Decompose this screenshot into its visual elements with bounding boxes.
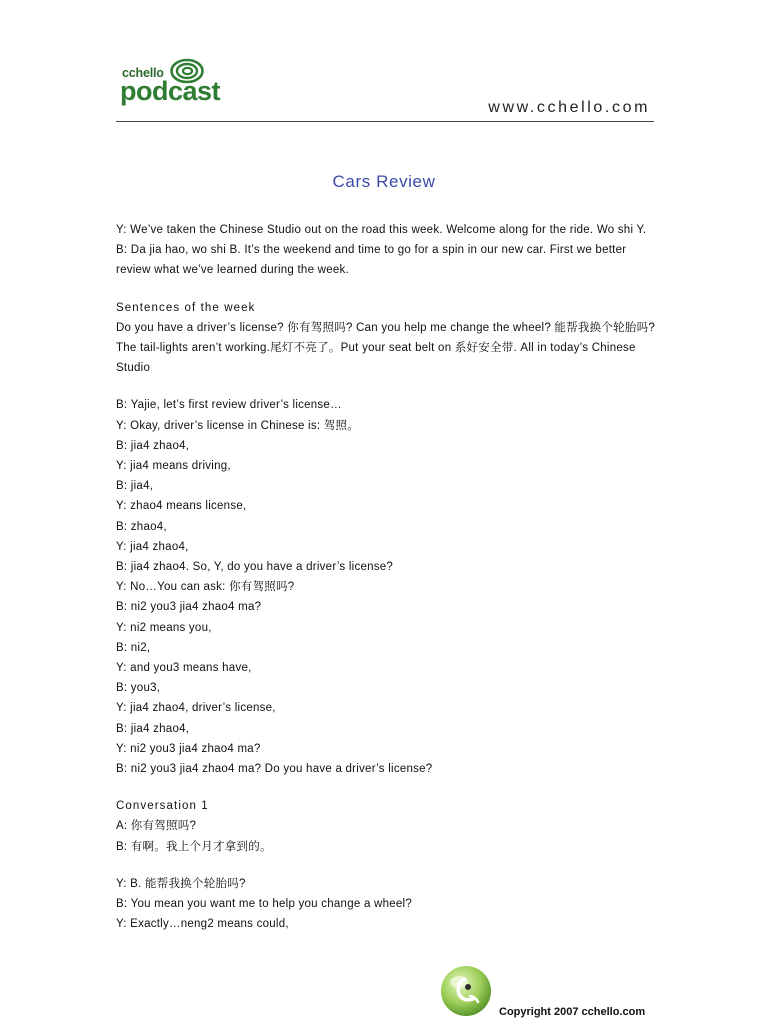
dialogue-line: Y: zhao4 means license,	[116, 500, 247, 513]
dialogue-line: B: you3,	[116, 682, 161, 695]
dialogue-line: Y: ni2 means you,	[116, 621, 212, 634]
dialogue-line: B: jia4,	[116, 480, 154, 493]
dialogue-line: B: jia4 zhao4. So, Y, do you have a driver’s license?	[116, 561, 394, 574]
dialogue-line: Y: and you3 means have,	[116, 662, 252, 675]
dialogue-line: B: zhao4,	[116, 520, 167, 533]
dialogue-line: Y: Okay, driver’s license in Chinese is: 驾照。	[116, 419, 359, 432]
dialogue-line: B: ni2 you3 jia4 zhao4 ma?	[116, 601, 262, 614]
header-divider	[116, 121, 654, 122]
dialogue-line: B: jia4 zhao4,	[116, 722, 190, 735]
dialogue-line: B: ni2,	[116, 641, 151, 654]
conversation-line: A: 你有驾照吗?	[116, 820, 197, 833]
sentences-text: Do you have a driver’s license? 你有驾照吗? Can you help me change the wheel? 能帮我换个轮胎吗? The tail-lights aren’t working.尾灯不亮了。Put your seat belt on 系好安全带. All in today’s Chinese Studio	[116, 321, 656, 375]
copyright-text: Copyright 2007 cchello.com	[499, 1006, 646, 1018]
logo-big-text: podcast	[120, 76, 221, 106]
dialogue-line: Y: jia4 zhao4,	[116, 540, 189, 553]
intro-line: Y: We’ve taken the Chinese Studio out on the road this week. Welcome along for the ride. Wo shi Y.	[116, 224, 647, 236]
page-title: Cars Review	[332, 172, 436, 191]
dialogue-line: Y: jia4 means driving,	[116, 460, 231, 473]
closing-line: Y: Exactly…neng2 means could,	[116, 918, 289, 931]
cchello-globe-logo-icon	[438, 963, 494, 1019]
closing-line: B: You mean you want me to help you change a wheel?	[116, 898, 412, 911]
dialogue-line: B: jia4 zhao4,	[116, 439, 190, 452]
closing-line: Y: B. 能帮我换个轮胎吗?	[116, 877, 246, 890]
intro-line: B: Da jia hao, wo shi B. It’s the weekend and time to go for a spin in our new car. First we better review what we’ve learned during the week.	[116, 244, 627, 277]
dialogue-line: B: ni2 you3 jia4 zhao4 ma? Do you have a driver’s license?	[116, 763, 433, 776]
cchello-podcast-logo	[120, 58, 240, 110]
document-body	[116, 220, 656, 935]
dialogue-line: B: Yajie, let’s first review driver’s license…	[116, 399, 342, 412]
page-header	[0, 0, 768, 130]
conversation-line: B: 有啊。我上个月才拿到的。	[116, 840, 272, 853]
site-url: www.cchello.com	[488, 99, 650, 116]
dialogue-line: Y: ni2 you3 jia4 zhao4 ma?	[116, 742, 261, 755]
conversation-heading: Conversation 1	[116, 800, 209, 813]
dialogue-line: Y: No…You can ask: 你有驾照吗?	[116, 581, 295, 594]
sentences-heading: Sentences of the week	[116, 301, 256, 314]
dialogue-line: Y: jia4 zhao4, driver’s license,	[116, 702, 276, 715]
logo-small-text: cchello	[122, 66, 164, 80]
